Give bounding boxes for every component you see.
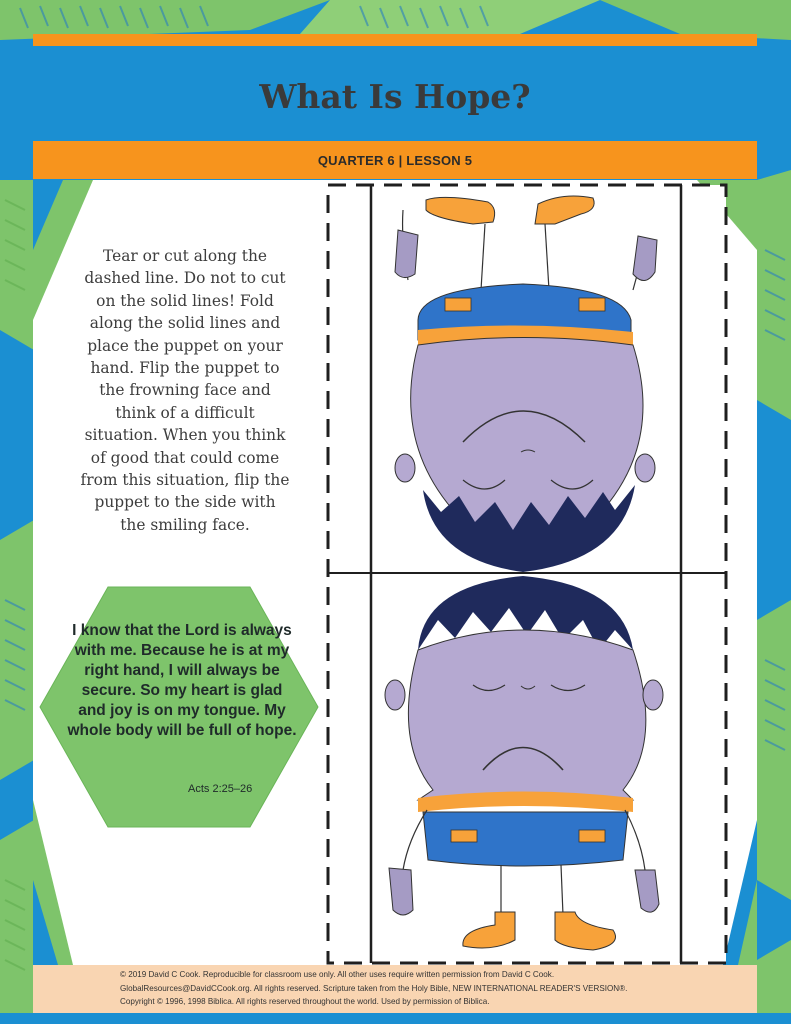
page-title: What Is Hope?: [259, 76, 531, 116]
instructions-text: Tear or cut along the dashed line. Do not to cut on the solid lines! Fold along the solid lines and place the puppet on your hand. Flip the puppet to the frowning face and think of a difficult situation. When you think of good that could come from this situation, flip the puppet to the side with the smiling face.: [80, 247, 290, 534]
verse-reference: Acts 2:25–26: [188, 783, 253, 795]
footer-line-1: © 2019 David C Cook. Reproducible for classroom use only. All other uses require written permission from David C Cook.: [120, 970, 555, 979]
puppet-cutout: [323, 180, 733, 970]
lesson-band: [33, 141, 757, 179]
title-band: [33, 48, 757, 140]
top-orange-stripe: [33, 34, 757, 46]
verse-text: I know that the Lord is always with me. Because he is at my right hand, I will always be secure. So my heart is glad and joy is on my tongue. My whole body will be full of hope.: [67, 622, 297, 739]
footer-text: [120, 968, 760, 1009]
verse-hexagon: [38, 585, 320, 829]
footer-line-2: GlobalResources@DavidCCook.org. All rights reserved. Scripture taken from the Holy Bible, NEW INTERNATIONAL READER'S VERSION®.: [120, 983, 628, 993]
lesson-label: QUARTER 6 | LESSON 5: [317, 152, 473, 168]
footer-line-3: Copyright © 1996, 1998 Biblica. All rights reserved throughout the world. Used by permission of Biblica.: [120, 997, 490, 1006]
footer: [33, 965, 757, 1013]
